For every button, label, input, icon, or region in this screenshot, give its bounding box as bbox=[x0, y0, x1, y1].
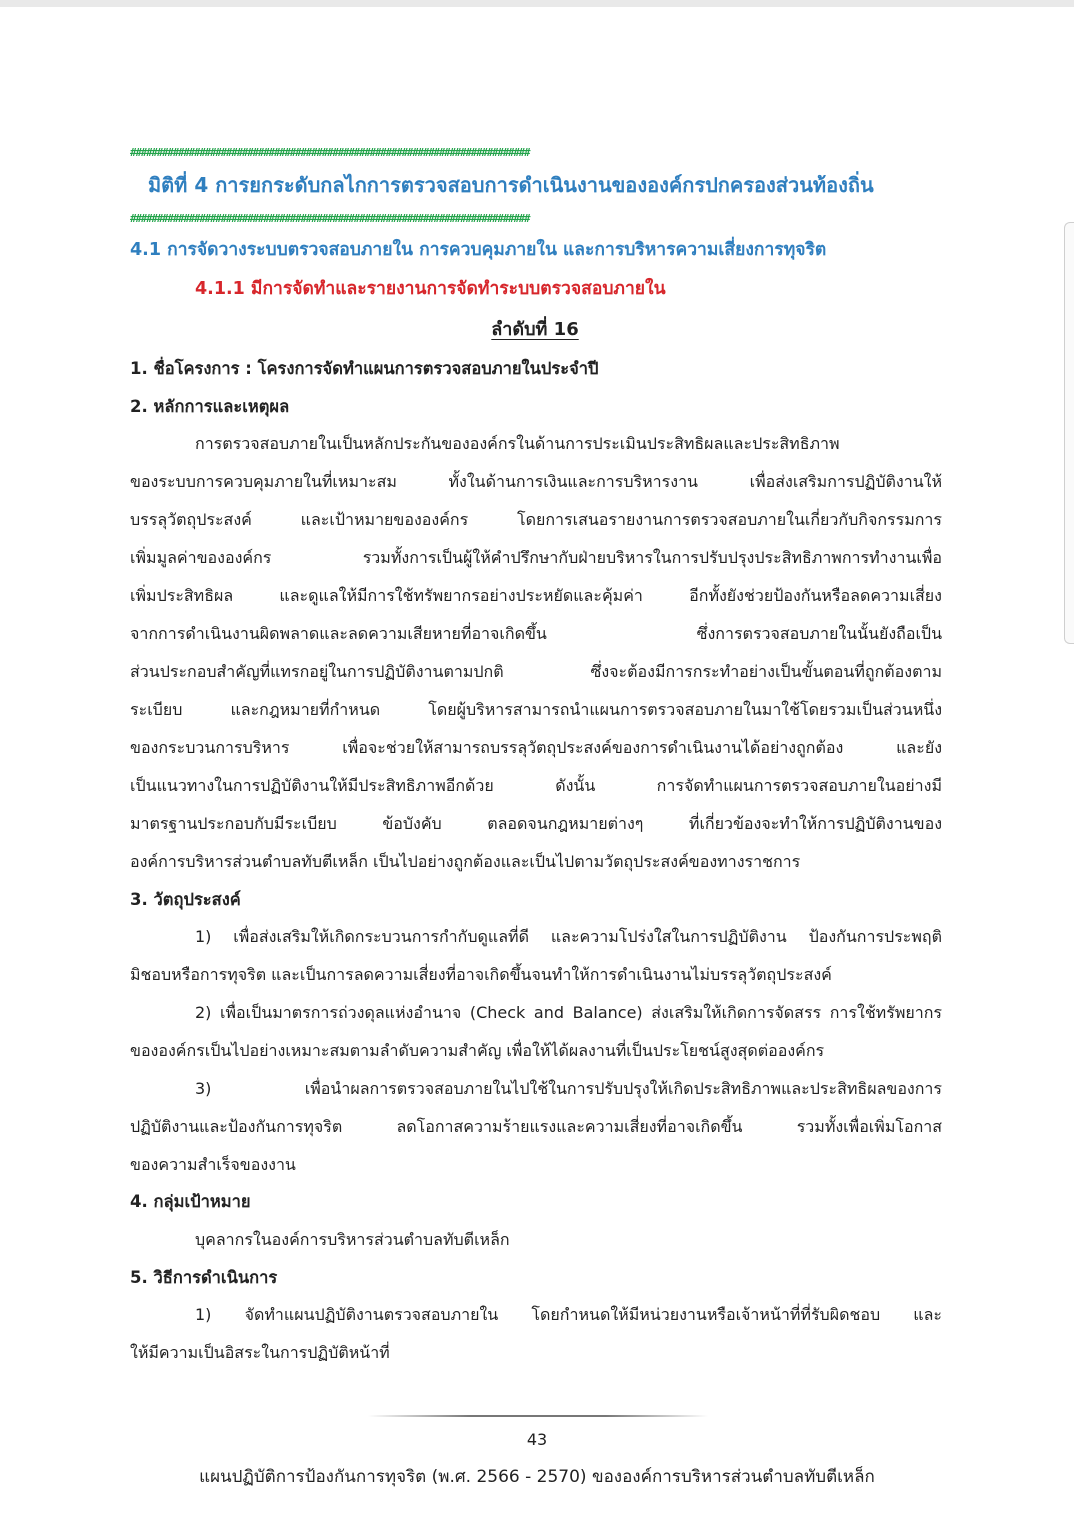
objectives-line: ปฏิบัติงานและป้องกันการทุจริต ลดโอกาสความร้ายแรงและความเสี่ยงที่อาจเกิดขึ้น รวมทั้งเพื่อเพิ่มโอกาส bbox=[130, 1117, 942, 1136]
principles-line: เพิ่มมูลค่าขององค์กร รวมทั้งการเป็นผู้ให้คำปรึกษากับฝ่ายบริหารในการปรับปรุงประสิทธิภาพการทำงานเพื่อ bbox=[130, 548, 942, 567]
order-label-row bbox=[0, 315, 1074, 345]
method-line: 1) จัดทำแผนปฏิบัติงานตรวจสอบภายใน โดยกำหนดให้มีหน่วยงานหรือเจ้าหน้าที่ที่รับผิดชอบ และ bbox=[195, 1305, 942, 1324]
method-line: ให้มีความเป็นอิสระในการปฏิบัติหน้าที่ bbox=[130, 1343, 390, 1362]
principles-line: เป็นแนวทางในการปฏิบัติงานให้มีประสิทธิภาพอีกด้วย ดังนั้น การจัดทำแผนการตรวจสอบภายในอย่างมี bbox=[130, 776, 942, 795]
principles-line: การตรวจสอบภายในเป็นหลักประกันขององค์กรในด้านการประเมินประสิทธิผลและประสิทธิภาพ bbox=[195, 434, 840, 453]
order-label: ลำดับที่ 16 bbox=[491, 319, 579, 340]
principles-line: องค์การบริหารส่วนตำบลทับตีเหล็ก เป็นไปอย่างถูกต้องและเป็นไปตามวัตถุประสงค์ของทางราชการ bbox=[130, 852, 801, 871]
section-title: 4.1 การจัดวางระบบตรวจสอบภายใน การควบคุมภายใน และการบริหารความเสี่ยงการทุจริต bbox=[130, 240, 827, 260]
heading-objectives: 3. วัตถุประสงค์ bbox=[130, 890, 241, 909]
principles-line: ส่วนประกอบสำคัญที่แทรกอยู่ในการปฏิบัติงานตามปกติ ซึ่งจะต้องมีการกระทำอย่างเป็นขั้นตอนที่ถูกต้องตาม bbox=[130, 662, 942, 681]
principles-line: มาตรฐานประกอบกับมีระเบียบ ข้อบังคับ ตลอดจนกฎหมายต่างๆ ที่เกี่ยวข้องจะทำให้การปฏิบัติงานของ bbox=[130, 814, 942, 833]
target-text: บุคลากรในองค์การบริหารส่วนตำบลทับตีเหล็ก bbox=[195, 1230, 510, 1249]
dimension-title: มิติที่ 4 การยกระดับกลไกการตรวจสอบการดำเนินงานขององค์กรปกครองส่วนท้องถิ่น bbox=[148, 173, 874, 197]
subsection-title: 4.1.1 มีการจัดทำและรายงานการจัดทำระบบตรวจสอบภายใน bbox=[195, 279, 666, 299]
objectives-line: มิชอบหรือการทุจริต และเป็นการลดความเสี่ยงที่อาจเกิดขึ้นจนทำให้การดำเนินงานไม่บรรลุวัตถุประสงค์ bbox=[130, 965, 832, 984]
principles-line: ของระบบการควบคุมภายในที่เหมาะสม ทั้งในด้านการเงินและการบริหารงาน เพื่อส่งเสริมการปฏิบัติงานให้ bbox=[130, 472, 942, 491]
heading-principles: 2. หลักการและเหตุผล bbox=[130, 397, 290, 416]
objectives-line: ขององค์กรเป็นไปอย่างเหมาะสมตามลำดับความสำคัญ เพื่อให้ได้ผลงานที่เป็นประโยชน์สูงสุดต่อองค์กร bbox=[130, 1041, 825, 1060]
divider-top: ########################################################################### bbox=[130, 146, 530, 159]
page-footer: แผนปฏิบัติการป้องกันการทุจริต (พ.ศ. 2566 - 2570) ขององค์การบริหารส่วนตำบลทับตีเหล็ก bbox=[199, 1467, 875, 1487]
heading-target: 4. กลุ่มเป้าหมาย bbox=[130, 1192, 251, 1211]
objectives-line: 1) เพื่อส่งเสริมให้เกิดกระบวนการกำกับดูแลที่ดี และความโปร่งใสในการปฏิบัติงาน ป้องกันการประพฤติ bbox=[195, 927, 942, 946]
objectives-line: 2) เพื่อเป็นมาตรการถ่วงดุลแห่งอำนาจ (Check and Balance) ส่งเสริมให้เกิดการจัดสรร การใช้ทรัพยากร bbox=[195, 1003, 942, 1022]
principles-line: จากการดำเนินงานผิดพลาดและลดความเสียหายที่อาจเกิดขึ้น ซึ่งการตรวจสอบภายในนั้นยังถือเป็น bbox=[130, 624, 942, 643]
page-number: 43 bbox=[526, 1430, 548, 1449]
top-toolbar-strip bbox=[0, 0, 1074, 7]
principles-line: บรรลุวัตถุประสงค์ และเป้าหมายขององค์กร โดยการเสนอรายงานการตรวจสอบภายในเกี่ยวกับกิจกรรมการ bbox=[130, 510, 942, 529]
divider-bottom: ########################################################################### bbox=[130, 212, 530, 225]
objectives-line: ของความสำเร็จของงาน bbox=[130, 1155, 296, 1174]
objectives-line: 3) เพื่อนำผลการตรวจสอบภายในไปใช้ในการปรับปรุงให้เกิดประสิทธิภาพและประสิทธิผลของการ bbox=[195, 1079, 942, 1098]
heading-method: 5. วิธีการดำเนินการ bbox=[130, 1268, 278, 1287]
principles-line: ระเบียบ และกฎหมายที่กำหนด โดยผู้บริหารสามารถนำแผนการตรวจสอบภายในมาใช้โดยรวมเป็นส่วนหนึ่ง bbox=[130, 700, 942, 719]
footer-divider bbox=[368, 1415, 708, 1417]
principles-line: เพิ่มประสิทธิผล และดูแลให้มีการใช้ทรัพยากรอย่างประหยัดและคุ้มค่า อีกทั้งยังช่วยป้องกันหรือลดความเสี่ยง bbox=[130, 586, 942, 605]
principles-line: ของกระบวนการบริหาร เพื่อจะช่วยให้สามารถบรรลุวัตถุประสงค์ของการดำเนินงานได้อย่างถูกต้อง และยัง bbox=[130, 738, 942, 757]
scroll-handle[interactable] bbox=[1064, 222, 1074, 644]
project-name: 1. ชื่อโครงการ : โครงการจัดทำแผนการตรวจสอบภายในประจำปี bbox=[130, 359, 599, 378]
